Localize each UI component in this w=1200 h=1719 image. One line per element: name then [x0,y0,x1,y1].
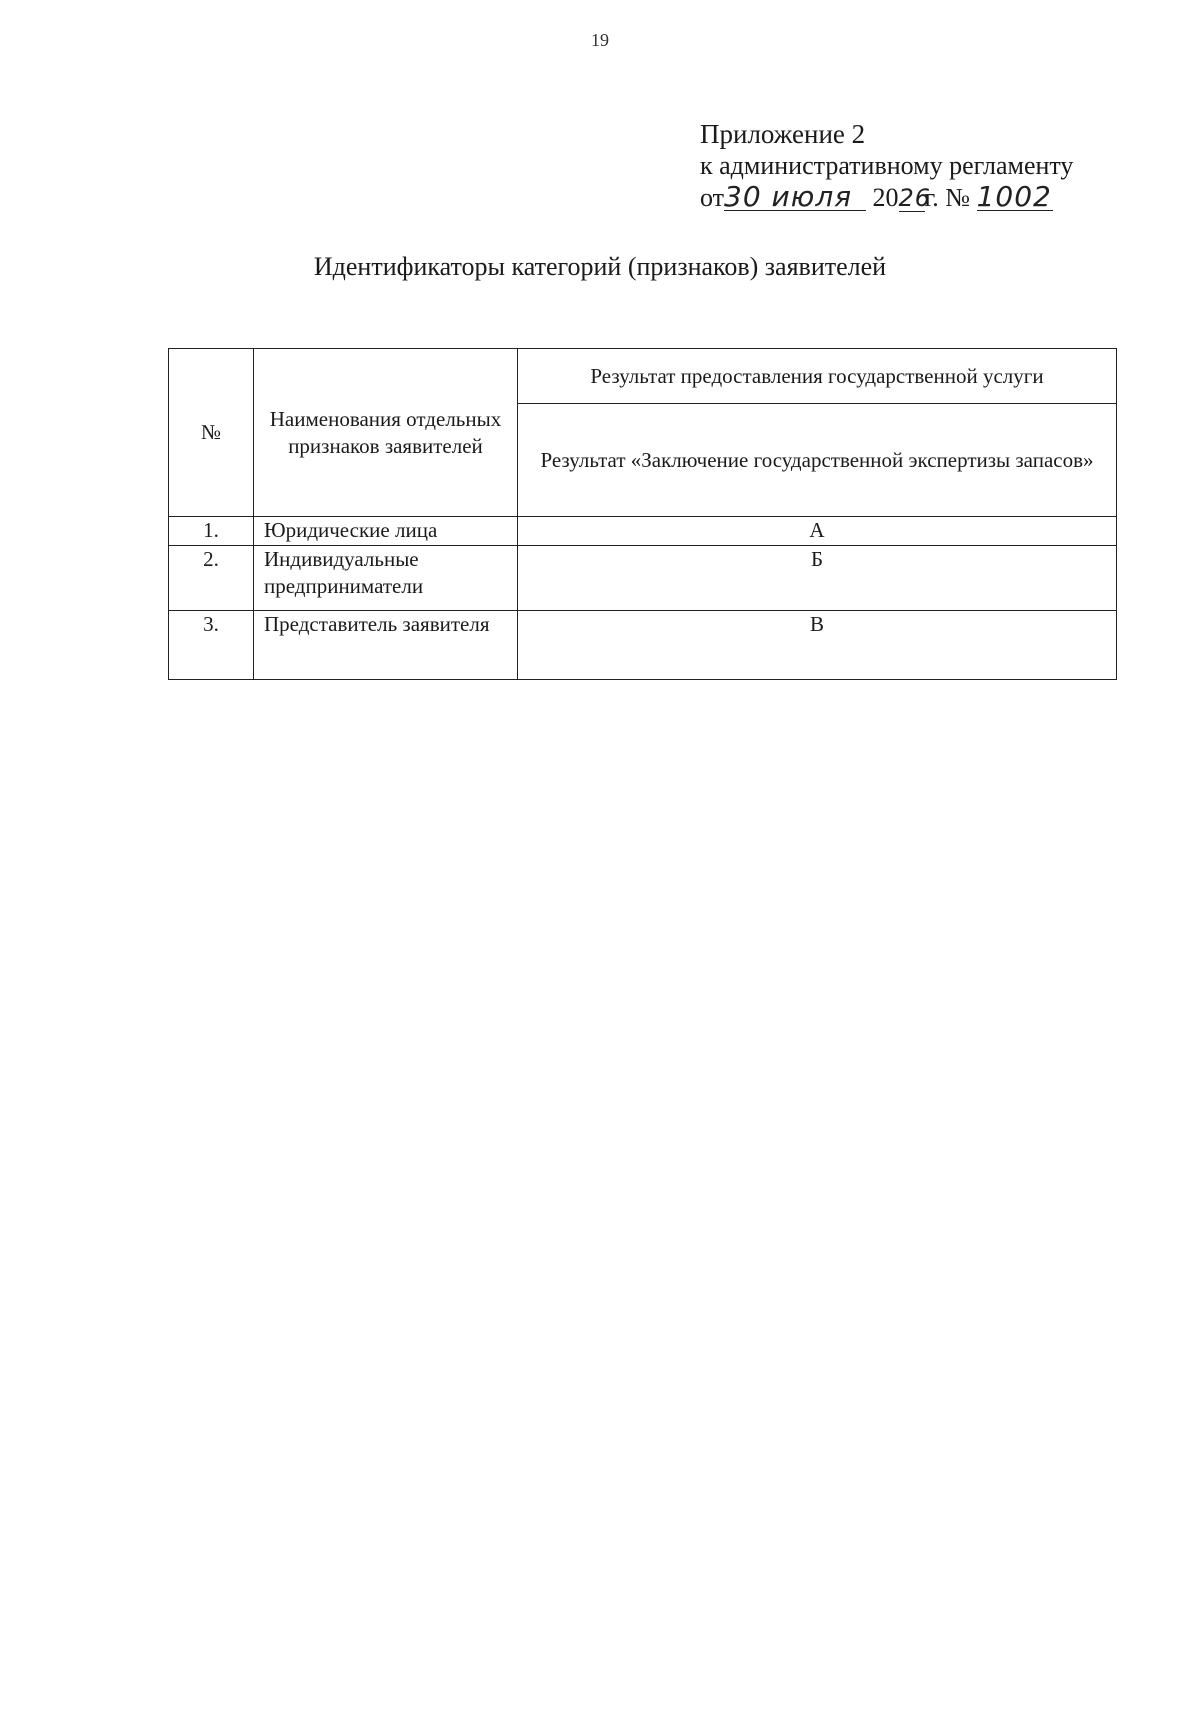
year-suffix: г. № [924,183,971,212]
year-prefix: 20 [872,183,899,212]
row-name: Юридические лица [254,517,518,546]
row-value: В [518,611,1117,680]
header-result-group: Результат предоставления государственной услуги [518,349,1117,404]
header-name: Наименования отдельных признаков заявителей [254,349,518,517]
row-num: 3. [169,611,254,680]
applicant-identifiers-table [168,348,1117,680]
table-row [169,611,1117,680]
date-prefix: от [700,183,725,212]
handwritten-number: 1002 [976,180,1052,213]
row-num: 1. [169,517,254,546]
row-value: А [518,517,1117,546]
appendix-block [700,118,1170,214]
handwritten-year: 26 [898,184,932,212]
appendix-reference: к административному регламенту [700,151,1074,180]
page-number: 19 [591,30,609,50]
appendix-title: Приложение 2 [700,119,866,149]
header-result: Результат «Заключение государственной экспертизы запасов» [518,404,1117,517]
table-row [169,546,1117,611]
appendix-date-line [700,182,1170,214]
document-title: Идентификаторы категорий (признаков) заявителей [313,252,887,281]
table-row [169,517,1117,546]
row-name: Представитель заявителя [254,611,518,680]
row-value: Б [518,546,1117,611]
handwritten-date: 30 июля [724,184,866,211]
row-name: Индивидуальные предприниматели [254,546,518,611]
row-num: 2. [169,546,254,611]
header-num: № [169,349,254,517]
table-header-row [169,349,1117,404]
